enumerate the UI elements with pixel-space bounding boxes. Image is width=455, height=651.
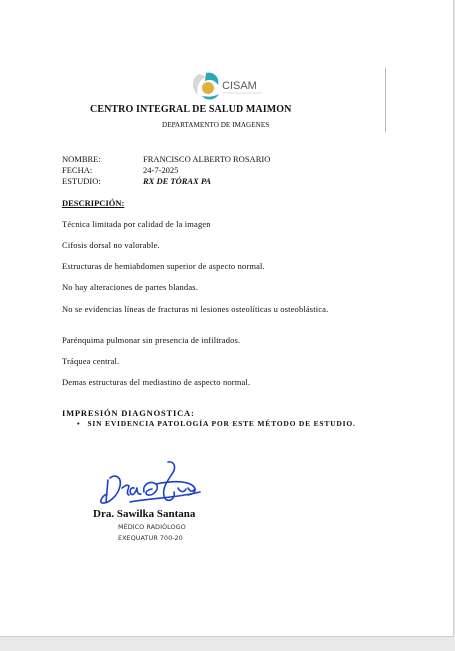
bullet-icon: •: [77, 419, 81, 428]
doctor-license: EXEQUATUR 700-20: [118, 534, 183, 542]
study-name: RX DE TÓRAX PA: [143, 176, 212, 186]
logo-text: CISAM: [222, 80, 257, 92]
description-line: Parénquima pulmonar sin presencia de infiltrados.: [62, 335, 241, 345]
description-line: Tráquea central.: [62, 356, 120, 366]
department-name: DEPARTAMENTO DE IMAGENES: [162, 121, 270, 129]
date-label: FECHA:: [62, 165, 93, 175]
description-line: No hay alteraciones de partes blandas.: [62, 282, 198, 292]
handwritten-signature: [96, 458, 208, 512]
doctor-name: Dra. Sawilka Santana: [93, 508, 196, 520]
description-line: Cifosis dorsal no valorable.: [62, 240, 160, 250]
description-title: DESCRIPCIÓN:: [62, 198, 125, 208]
description-line: Técnica limitada por calidad de la imagen: [62, 219, 211, 229]
impression-item: [77, 419, 356, 428]
description-line: No se evidencias líneas de fracturas ni lesiones osteolíticas u osteoblástica.: [62, 304, 329, 314]
exam-date: 24-7-2025: [143, 165, 179, 175]
description-line: Estructuras de hemiabdomen superior de aspecto normal.: [62, 261, 265, 271]
description-line: Demas estructuras del mediastino de aspecto normal.: [62, 377, 251, 387]
cisam-logo: [188, 70, 266, 104]
name-label: NOMBRE:: [62, 154, 101, 164]
study-label: ESTUDIO:: [62, 176, 101, 186]
impression-text: SIN EVIDENCIA PATOLOGÍA POR ESTE MÉTODO DE ESTUDIO.: [87, 419, 356, 428]
clinic-name: CENTRO INTEGRAL DE SALUD MAIMON: [90, 104, 292, 115]
impression-title: IMPRESIÓN DIAGNOSTICA:: [62, 408, 195, 418]
margin-line: [385, 68, 386, 132]
doctor-title: MÉDICO RADIÓLOGO: [118, 523, 186, 531]
patient-name: FRANCISCO ALBERTO ROSARIO: [143, 154, 271, 164]
